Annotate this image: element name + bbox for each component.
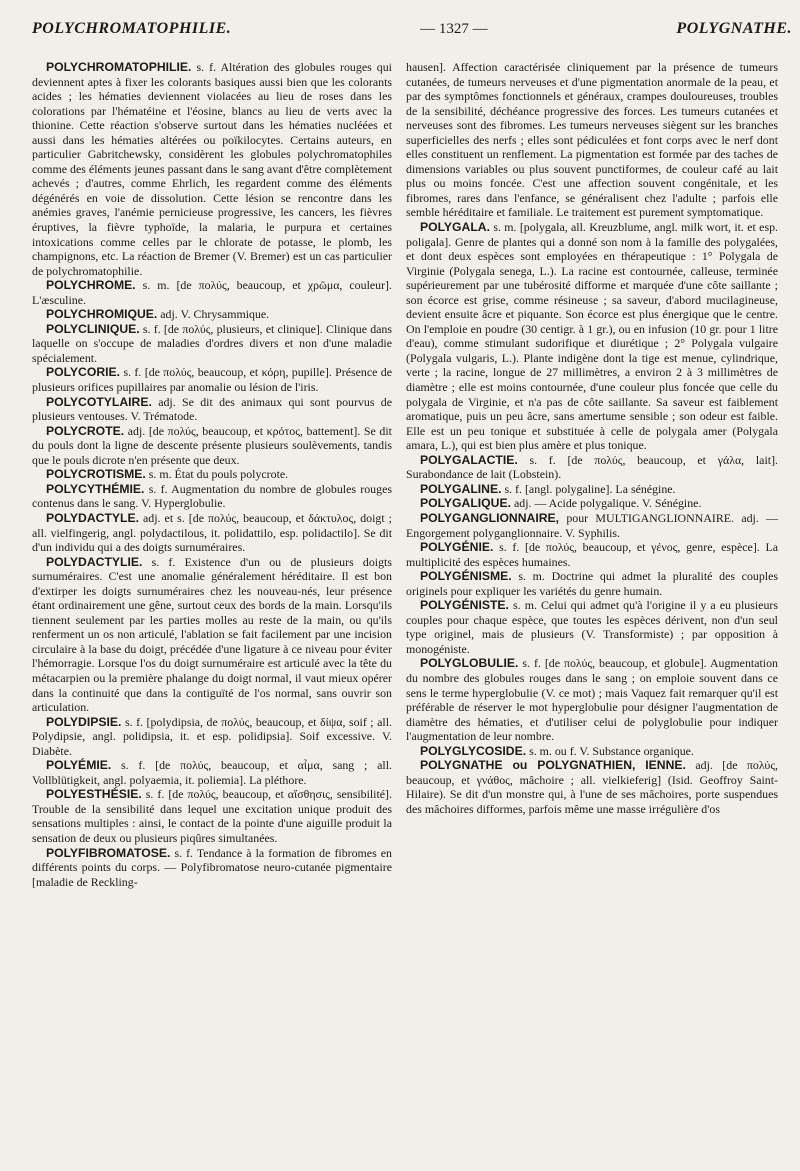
dictionary-entry: [32, 846, 392, 890]
entry-headword: POLYCROTE.: [46, 423, 125, 438]
dictionary-entry: [32, 395, 392, 424]
dictionary-entry: [32, 365, 392, 394]
dictionary-entry: [406, 60, 778, 220]
dictionary-entry: [406, 220, 778, 453]
dictionary-entry: [32, 278, 392, 307]
entry-definition: adj. — Acide polygalique. V. Sénégine.: [513, 496, 702, 511]
entry-headword: POLYGLOBULIE.: [420, 656, 519, 671]
dictionary-entry: [32, 715, 392, 759]
entry-definition: s. f. [polydipsia, de πολύς, beaucoup, et δίψα, soif ; all. Polydipsie, angl. polidipsia, it. et esp. polidipsia]. Soif excessive. V. Diabète.: [32, 714, 392, 758]
entry-definition: s. f. Tendance à la formation de fibromes en différents points du corps. — Polyfibromatose neuro-cutanée pigmentaire [maladie de Reckling-: [32, 845, 392, 889]
entry-definition: s. m. État du pouls polycrote.: [148, 467, 289, 482]
entry-headword: POLYCHROME.: [46, 278, 136, 293]
entry-headword: POLYFIBROMATOSE.: [46, 845, 171, 860]
dictionary-entry: [32, 307, 392, 322]
entry-headword: POLYCHROMIQUE.: [46, 307, 158, 322]
page-number: — 1327 —: [420, 21, 488, 37]
entry-headword: POLYGLYCOSIDE.: [420, 743, 527, 758]
entry-definition: adj. et s. [de πολύς, beaucoup, et δάκτυλος, doigt ; all. vielfingerig, angl. polydactilous, it. polidattilo, esp. polidactilo]. Se dit d'un individu qui a des doigts surnuméraires.: [32, 510, 392, 555]
entry-headword: POLYDACTYLE.: [46, 510, 139, 525]
entry-definition: s. m. [de πολύς, beaucoup, et χρῶμα, couleur]. L'æsculine.: [32, 278, 392, 307]
entry-headword: POLYGALA.: [420, 220, 490, 235]
entry-definition: s. f. [de πολύς, beaucoup, et αἴσθησις, sensibilité]. Trouble de la sensibilité dans lequel une excitation unique produit des sensations multiples : ainsi, le contact de la pointe d'une aiguille produit la sensation de deux ou plusieurs piqûres simultanées.: [32, 787, 392, 845]
entry-definition: s. f. [de πολύς, beaucoup, et κόρη, pupille]. Présence de plusieurs orifices pupillaires par anomalie ou lésion de l'iris.: [32, 365, 392, 395]
entry-headword: POLYGÉNISME.: [420, 569, 512, 584]
entry-headword: POLYÉMIE.: [46, 758, 112, 773]
entry-headword: POLYDACTYLIE.: [46, 554, 143, 569]
entry-definition: hausen]. Affection caractérisée cliniquement par la présence de tumeurs cutanées, de tumeurs nerveuses et d'une pigmentation anormale de la peau, et par des symptômes fonctionnels et généraux, crampes douloureuses, troubles de la sensibilité, déchéance progressive des forces. Les tumeurs cutanées et nerveuses sont des fibromes. Les tumeurs nerveuses siègent sur les branches superficielles des nerfs ; elles sont pédiculées et font corps avec le nerf dont elles constituent un renflement. La pigmentation est formée par des taches de dimensions variables ou plus souvent punctiformes, de couleur café au lait plus ou moins foncée. C'est une affection souvent congénitale, et les fibromes, rares dans l'enfance, se généralisent chez l'adulte ; parfois elle semble héréditaire et familiale. Le traitement est purement symptomatique.: [406, 60, 778, 220]
left-column: [32, 60, 392, 889]
entry-headword: POLYGALIQUE.: [420, 496, 511, 511]
entry-definition: s. m. ou f. V. Substance organique.: [529, 743, 694, 758]
dictionary-entry: [32, 758, 392, 787]
entry-definition: s. f. [angl. polygaline]. La sénégine.: [504, 481, 676, 496]
entry-definition: pour MULTIGANGLIONNAIRE. adj. — Engorgement polyganglionnaire. V. Syphilis.: [406, 510, 778, 540]
entry-headword: POLYGALACTIE.: [420, 452, 518, 467]
entry-definition: adj. [de πολύς, beaucoup, et γνάθος, mâchoire ; all. vielkieferig] (Isid. Geoffroy Saint-Hilaire). Se dit d'un monstre qui, à l'une de ses mâchoires, porte suspendues des mâchoires difformes, parfois même une masse irrégulière d'os: [406, 758, 778, 816]
dictionary-entry: [406, 496, 778, 511]
dictionary-entry: [406, 758, 778, 816]
entry-headword: POLYGÉNISTE.: [420, 598, 509, 613]
dictionary-entry: [406, 511, 778, 540]
entry-definition: s. f. [de πολύς, plusieurs, et clinique]. Clinique dans laquelle on s'occupe de maladies d'ordres divers et non d'une maladie spécialement.: [32, 321, 392, 365]
dictionary-entry: [32, 424, 392, 468]
entry-definition: s. f. Existence d'un ou de plusieurs doigts surnuméraires. C'est une anomalie généralement héréditaire. Il est bon d'extirper les doigts surnuméraires chez les nouveau-nés, leur présence étant ordinairement une gêne, surtout ceux des bords de la main. Lorsqu'ils tiennent seulement par les parties molles au reste de la main, ou qu'ils renferment un os non articulé, l'ablation se fait facilement par une incision circulaire à la base du doigt, précédée d'une ligature à ce niveau pour éviter l'hémorragie. Lorsque l'os du doigt surnuméraire est articulé avec la tête du métacarpien ou la première phalange du doigt normal, il vaut mieux opérer dans la continuité que dans la contiguïté de l'os normal, sans ouvrir son articulation.: [32, 554, 392, 715]
dictionary-entry: [406, 744, 778, 759]
entry-definition: s. f. [de πολύς, beaucoup, et γάλα, lait]. Surabondance de lait (Lobstein).: [406, 452, 778, 482]
running-head-right: POLYGNATHE.: [676, 20, 792, 37]
entry-definition: adj. [de πολύς, beaucoup, et κρότος, battement]. Se dit du pouls dont la ligne de descente présente plusieurs soulèvements, tandis que le pouls dicrote n'en présente que deux.: [32, 423, 392, 467]
right-column: [406, 60, 778, 889]
dictionary-entry: [406, 598, 778, 656]
dictionary-entry: [32, 555, 392, 715]
dictionary-entry: [32, 787, 392, 845]
entry-definition: s. m. Celui qui admet qu'à l'origine il y a eu plusieurs couples pour chaque espèce, que toutes les espèces dérivent, non d'un seul type originel, mais de plusieurs (V. Transformiste) ; par opposition à monogéniste.: [406, 598, 778, 656]
entry-headword: POLYCOTYLAIRE.: [46, 394, 152, 409]
dictionary-entry: [406, 453, 778, 482]
entry-headword: POLYGANGLIONNAIRE,: [420, 510, 560, 525]
entry-definition: s. m. Doctrine qui admet la pluralité des couples originels pour expliquer les variétés du genre humain.: [406, 569, 778, 598]
dictionary-entry: [406, 656, 778, 743]
entry-headword: POLYGNATHE ou POLYGNATHIEN, IENNE.: [420, 758, 686, 773]
entry-headword: POLYCHROMATOPHILIE.: [46, 60, 192, 74]
entry-definition: s. f. [de πολύς, beaucoup, et globule]. Augmentation du nombre des globules rouges dans le sang ; on emploie souvent dans ce sens le terme hyperglobulie (V. ce mot) ; mais Vaquez fait remarquer qu'il est préférable de réserver le mot hyperglobulie pour désigner l'augmentation de diamètre des hématies, et d'utiliser celui de polyglobulie pour indiquer l'augmentation de leur nombre.: [406, 656, 778, 744]
page-header: [32, 20, 792, 48]
dictionary-entry: [406, 482, 778, 497]
entry-headword: POLYCYTHÉMIE.: [46, 481, 145, 496]
running-head-left: POLYCHROMATOPHILIE.: [32, 20, 232, 37]
dictionary-entry: [406, 569, 778, 598]
entry-headword: POLYDIPSIE.: [46, 714, 122, 729]
entry-definition: s. f. Augmentation du nombre de globules rouges contenus dans le sang. V. Hyperglobulie.: [32, 481, 392, 511]
dictionary-entry: [32, 467, 392, 482]
dictionary-entry: [32, 511, 392, 555]
dictionary-entry: [32, 322, 392, 366]
entry-headword: POLYGÉNIE.: [420, 540, 494, 555]
entry-definition: s. f. Altération des globules rouges qui deviennent aptes à fixer les colorants basiques aussi bien que les colorants acides ; les hématies deviennent violacées au lieu de roses dans les colorations par l'hématéine et l'éosine, blancs au lieu de verts avec la thionine. Cette réaction s'observe surtout dans les hématies nucléées et aussi dans les hématies altérées ou poïkilocytes. Certains auteurs, en particulier Gabritchewsky, considèrent les globules polychromatophiles comme des éléments jeunes passant dans le sang avant d'être complètement achevés ; d'autres, comme Ehrlich, les regardent comme des éléments dégénérés en voie de dissolution. Cette lésion se rencontre dans les anémies graves, l'anémie pernicieuse progressive, les cancers, les fièvres éruptives, la fièvre typhoïde, la malaria, le purpura et certaines intoxications comme celles par le chlorate de potasse, le plomb, les champignons, etc. La réaction de Bremer (V. Bremer) est un cas particulier de polychromatophilie.: [32, 60, 392, 278]
dictionary-entry: [32, 482, 392, 511]
entry-headword: POLYCORIE.: [46, 365, 121, 380]
entry-headword: POLYESTHÉSIE.: [46, 787, 142, 802]
dictionary-entry: [32, 60, 392, 278]
entry-definition: adj. V. Chrysammique.: [160, 307, 270, 322]
entry-headword: POLYCLINIQUE.: [46, 321, 140, 336]
entry-definition: s. f. [de πολύς, beaucoup, et αἷμα, sang ; all. Vollblütigkeit, angl. polyaemia, it. poliemia]. La pléthore.: [32, 758, 392, 787]
dictionary-entry: [406, 540, 778, 569]
entry-definition: adj. Se dit des animaux qui sont pourvus de plusieurs ventouses. V. Trématode.: [32, 394, 392, 424]
entry-definition: s. m. [polygala, all. Kreuzblume, angl. milk wort, it. et esp. poligala]. Genre de plantes qui a donné son nom à la famille des polygalées, et dont deux espèces sont employées en thérapeutique : 1° Polygala de Virginie (Polygala senega, L.). La racine est contournée, calleuse, terminée supérieurement par une tubérosité difforme et marquée d'une côte saillante ; son écorce est grise, comme résineuse ; sa saveur, d'abord mucilagineuse, devient ensuite âcre et piquante. Son écorce est plus énergique que le centre. On l'emploie en poudre (30 centigr. à 1 gr.), ou en infusion (10 gr. pour 1 litre d'eau), comme stimulant sudorifique et diurétique ; 2° Polygala vulgaire (Polygala vulgaris, L.). Plante indigène dont la tige est menue, cylindrique, verte ; la racine, longue de 27 millimètres, a environ 2 à 3 millimètres de diamètre ; elle est moins contournée, d'une couleur plus foncée que celle du polygala de Virginie, et n'a pas de côte saillante. Sa saveur est faiblement aromatique, puis un peu âcre, sans amertume sensible ; son odeur est faible. Elle est un peu tonique et substituée à celle de polygala amer (Polygala amara, L.), qui est bien plus amère et plus tonique.: [406, 220, 778, 453]
text-columns: [32, 60, 792, 889]
entry-headword: POLYGALINE.: [420, 481, 502, 496]
entry-definition: s. f. [de πολύς, beaucoup, et γένος, genre, espèce]. La multiplicité des espèces humaines.: [406, 540, 778, 569]
entry-headword: POLYCROTISME.: [46, 467, 146, 482]
